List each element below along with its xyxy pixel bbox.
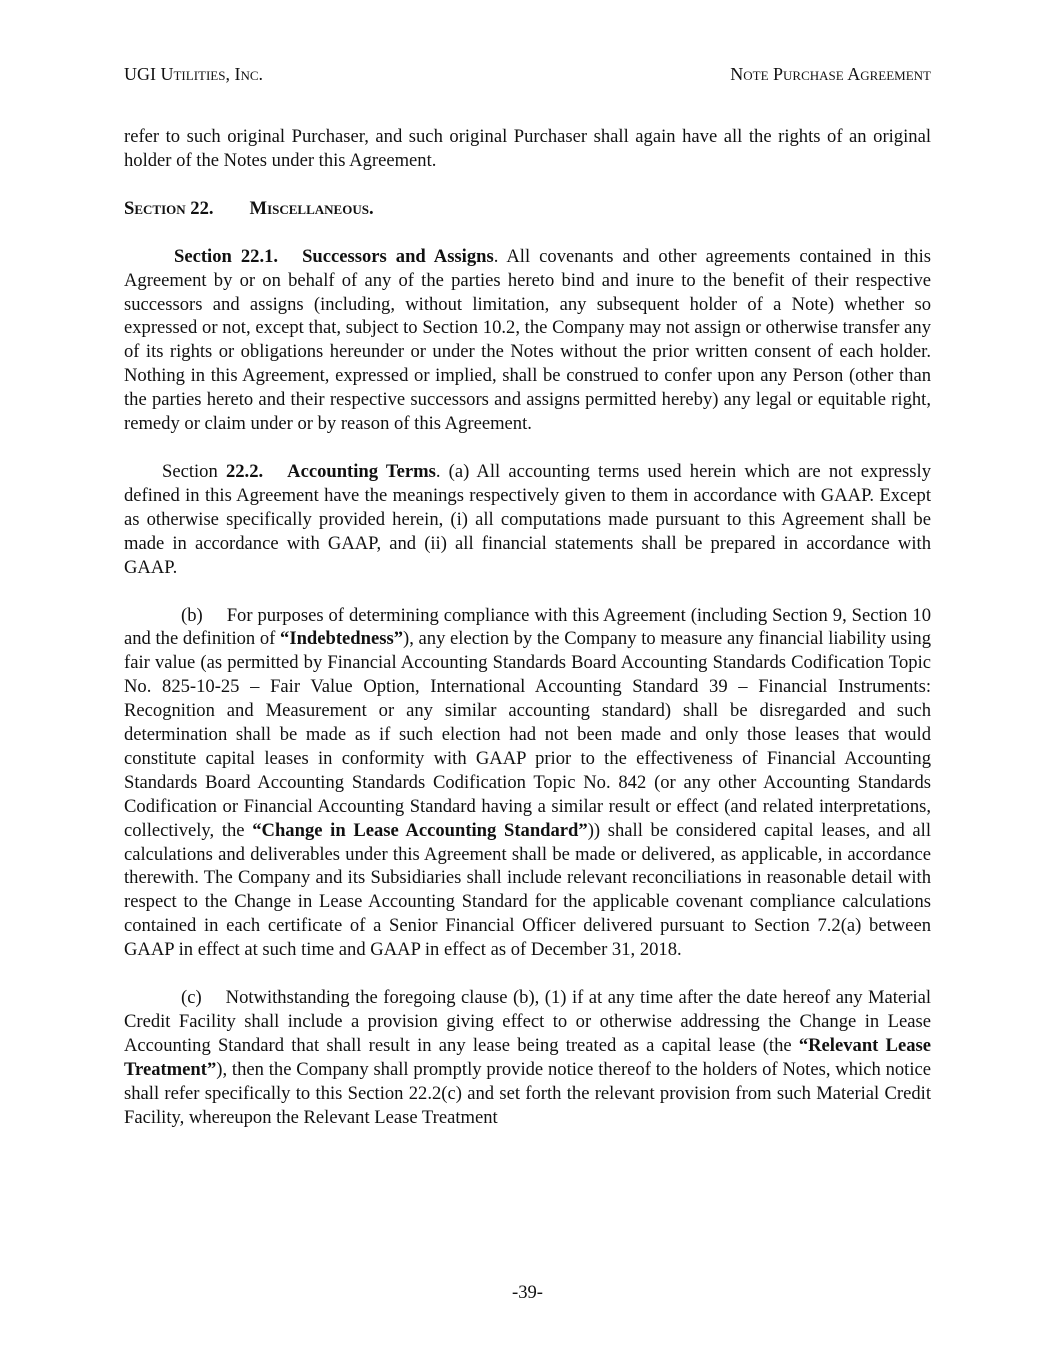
section-22-1-paragraph [124, 245, 931, 436]
clause-c-text-2: ), then the Company shall promptly provide notice thereof to the holders of Notes, which notice shall refer specifically to this Section 22.2(c) and set forth the relevant provision from such Material Credit Facility, whereupon the Relevant Lease Treatment [124, 1058, 931, 1128]
section-22-1-text: . All covenants and other agreements contained in this Agreement by or on behalf of any of the parties hereto bind and inure to the benefit of their respective successors and assigns (including, without limitation, any subsequent holder of a Note) whether so expressed or not, except that, subject to Section 10.2, the Company may not assign or otherwise transfer any of its rights or obligations hereunder or under the Notes without the prior written consent of each holder. Nothing in this Agreement, expressed or implied, shall be construed to confer upon any Person (other than the parties hereto and their respective successors and assigns permitted hereby) any legal or equitable right, remedy or claim under or by reason of this Agreement. [124, 245, 931, 435]
section-22-2-text: . (a) All accounting terms used herein which are not expressly defined in this Agreement have the meanings respectively given to them in accordance with GAAP. Except as otherwise specifically provided herein, (i) all computations made pursuant to this Agreement shall be made in accordance with GAAP, and (ii) all financial statements shall be prepared in accordance with GAAP. [124, 460, 931, 578]
clause-b-text-2: ), any election by the Company to measure any financial liability using fair value (as permitted by Financial Accounting Standards Board Accounting Standards Codification Topic No. 825-10-25 – Fair Value Option, International Accounting Standard 39 – Financial Instruments: Recognition and Measurement or any similar accounting standard) shall be disregarded and such determination shall be made as if such election had not been made and only those leases that would constitute capital leases in conformity with GAAP prior to the effectiveness of Financial Accounting Standards Board Accounting Standards Codification Topic No. 842 (or any other Accounting Standards Codification or Financial Accounting Standard having a similar result or effect (and related interpretations, collectively, the [124, 628, 931, 841]
clause-b-term-change-in-lease: “Change in Lease Accounting Standard” [252, 819, 588, 841]
section-22-2-title: Accounting Terms [287, 460, 436, 482]
document-body [124, 125, 931, 1154]
clause-b-term-indebtedness: “Indebtedness” [280, 628, 404, 650]
section-number: Section 22. [124, 197, 214, 219]
page-number: -39- [512, 1282, 543, 1303]
header-document-title: Note Purchase Agreement [730, 64, 931, 84]
clause-c-term-relevant-lease: “Relevant Lease Treatment” [124, 1034, 931, 1080]
clause-b-label: (b) [181, 604, 203, 626]
clause-b-text-1: For purposes of determining compliance with this Agreement (including Section 9, Section 10 and the definition of [124, 604, 931, 650]
section-title: Miscellaneous. [249, 197, 374, 219]
section-22-2-word: Section [162, 460, 218, 482]
clause-c-text-1: Notwithstanding the foregoing clause (b), (1) if at any time after the date hereof any Material Credit Facility shall include a provision giving effect to or otherwise addressing the Change in Lease Accounting Standard that shall result in any lease being treated as a capital lease (the [124, 987, 931, 1056]
section-22-2-paragraph [124, 460, 931, 580]
running-header [124, 64, 931, 88]
section-22-2-number: 22.2. [225, 460, 264, 482]
header-company-name: UGI Utilities, Inc. [124, 64, 264, 84]
section-22-1-title: Successors and Assigns [302, 245, 494, 267]
clause-c-paragraph [124, 986, 931, 1129]
section-22-1-number: Section 22.1. [174, 245, 279, 267]
continuation-paragraph: refer to such original Purchaser, and such original Purchaser shall again have all the rights of an original holder of the Notes under this Agreement. [124, 126, 931, 171]
clause-c-label: (c) [181, 987, 202, 1009]
clause-b-paragraph [124, 604, 931, 963]
section-heading [124, 197, 931, 221]
clause-b-text-3: )) shall be considered capital leases, and all calculations and deliverables under this Agreement shall be made or delivered, as applicable, in accordance therewith. The Company and its Subsidiaries shall include relevant reconciliations in reasonable detail with respect to the Change in Lease Accounting Standard for the applicable covenant compliance calculations contained in each certificate of a Senior Financial Officer delivered pursuant to Section 7.2(a) between GAAP in effect at such time and GAAP in effect as of December 31, 2018. [124, 819, 932, 961]
